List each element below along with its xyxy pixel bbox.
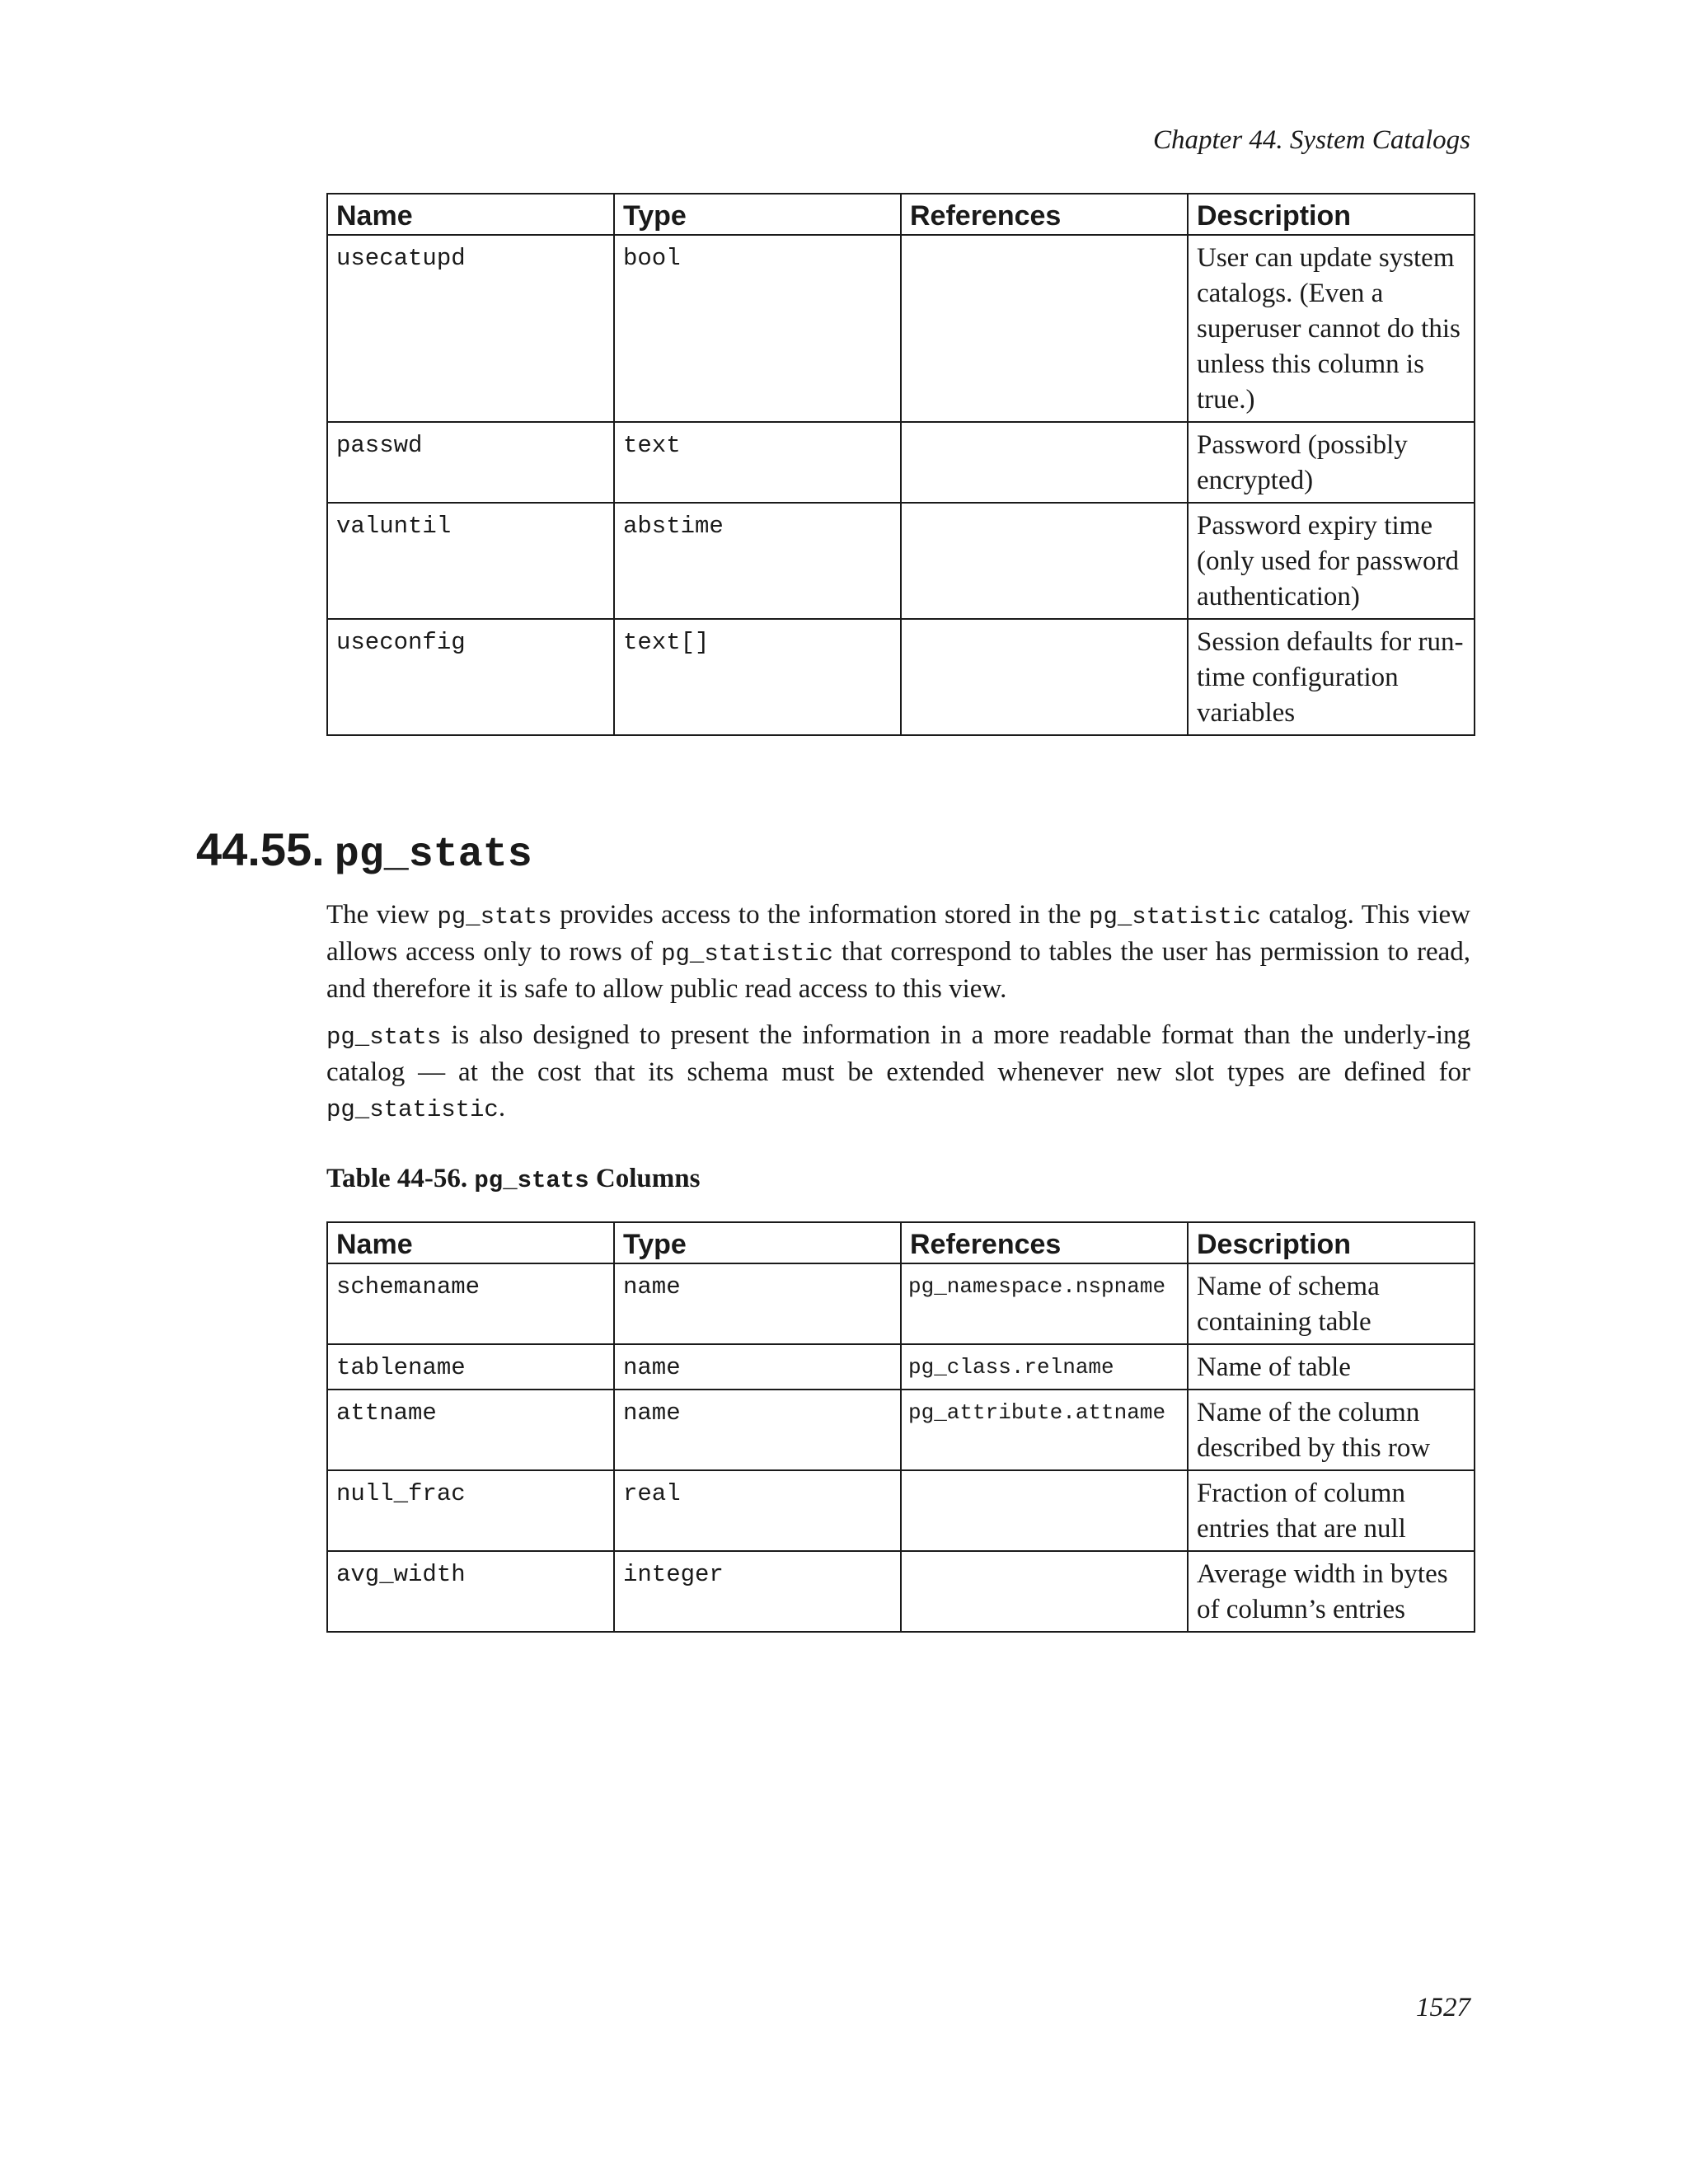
cell-name: avg_width (327, 1551, 614, 1632)
paragraph-text: provides access to the information stored in the (551, 900, 1090, 930)
cell-name: usecatupd (327, 235, 614, 422)
cell-name: useconfig (327, 619, 614, 735)
intro-paragraph (326, 898, 1470, 1007)
cell-type: name (614, 1263, 901, 1344)
cell-references (901, 1551, 1188, 1632)
cell-type: text[] (614, 619, 901, 735)
cell-description: Name of schema containing table (1188, 1263, 1475, 1344)
cell-description: Fraction of column entries that are null (1188, 1470, 1475, 1551)
cell-references: pg_attribute.attname (901, 1390, 1188, 1470)
cell-description: Average width in bytes of column’s entries (1188, 1551, 1475, 1632)
running-header: Chapter 44. System Catalogs (1153, 125, 1470, 155)
paragraph-text: The view (326, 900, 438, 930)
cell-type: integer (614, 1551, 901, 1632)
column-header-type: Type (614, 194, 901, 235)
cell-description: Session defaults for run-time configuration variables (1188, 619, 1475, 735)
inline-code: pg_stats (326, 1024, 442, 1051)
caption-suffix: Columns (588, 1164, 701, 1193)
column-header-description: Description (1188, 194, 1475, 235)
cell-references (901, 422, 1188, 503)
table-row (327, 503, 1475, 619)
section-name: pg_stats (334, 832, 532, 879)
inline-code: pg_stats (437, 903, 552, 930)
column-header-description: Description (1188, 1222, 1475, 1263)
page-number: 1527 (1416, 1993, 1470, 2022)
table-row (327, 1263, 1475, 1344)
table-caption (326, 1164, 700, 1194)
cell-description: Name of table (1188, 1344, 1475, 1390)
cell-type: name (614, 1390, 901, 1470)
column-header-name: Name (327, 194, 614, 235)
continued-columns-table (326, 193, 1475, 736)
section-number: 44.55. (196, 823, 325, 875)
table-row (327, 1551, 1475, 1632)
table-header-row (327, 1222, 1475, 1263)
pg-stats-columns-table (326, 1221, 1475, 1633)
table-row (327, 422, 1475, 503)
cell-references (901, 619, 1188, 735)
cell-name: tablename (327, 1344, 614, 1390)
cell-type: abstime (614, 503, 901, 619)
table-row (327, 235, 1475, 422)
paragraph-text: catalog. This view allows access only to rows of (326, 900, 1471, 967)
paragraph-text: . (498, 1093, 506, 1122)
column-header-references: References (901, 1222, 1188, 1263)
cell-type: bool (614, 235, 901, 422)
cell-references (901, 503, 1188, 619)
table-row (327, 619, 1475, 735)
cell-references (901, 235, 1188, 422)
cell-references (901, 1470, 1188, 1551)
cell-description: Password expiry time (only used for password authentication) (1188, 503, 1475, 619)
cell-name: attname (327, 1390, 614, 1470)
inline-code: pg_statistic (661, 940, 833, 968)
inline-code: pg_statistic (326, 1096, 499, 1123)
cell-name: schemaname (327, 1263, 614, 1344)
paragraph-text: that correspond to tables the user has permission to read, and therefore it is safe to allow public read access to this view. (326, 937, 1470, 1004)
cell-description: Name of the column described by this row (1188, 1390, 1475, 1470)
cell-type: real (614, 1470, 901, 1551)
cell-name: null_frac (327, 1470, 614, 1551)
cell-references: pg_namespace.nspname (901, 1263, 1188, 1344)
caption-prefix: Table 44-56. (326, 1164, 475, 1193)
table-row (327, 1470, 1475, 1551)
cell-type: name (614, 1344, 901, 1390)
section-title (196, 823, 532, 879)
paragraph-text: is also designed to present the information in a more readable format than the underly-ing catalog — at the cost that its schema must be extended whenever new slot types are defined for (326, 1020, 1470, 1087)
column-header-type: Type (614, 1222, 901, 1263)
table-row (327, 1390, 1475, 1470)
table-header-row (327, 194, 1475, 235)
table-row (327, 1344, 1475, 1390)
column-header-references: References (901, 194, 1188, 235)
caption-code: pg_stats (474, 1167, 589, 1194)
cell-name: passwd (327, 422, 614, 503)
cell-description: Password (possibly encrypted) (1188, 422, 1475, 503)
column-header-name: Name (327, 1222, 614, 1263)
inline-code: pg_statistic (1089, 903, 1261, 930)
design-paragraph (326, 1018, 1470, 1127)
cell-references: pg_class.relname (901, 1344, 1188, 1390)
cell-name: valuntil (327, 503, 614, 619)
cell-type: text (614, 422, 901, 503)
cell-description: User can update system catalogs. (Even a superuser cannot do this unless this column is true.) (1188, 235, 1475, 422)
